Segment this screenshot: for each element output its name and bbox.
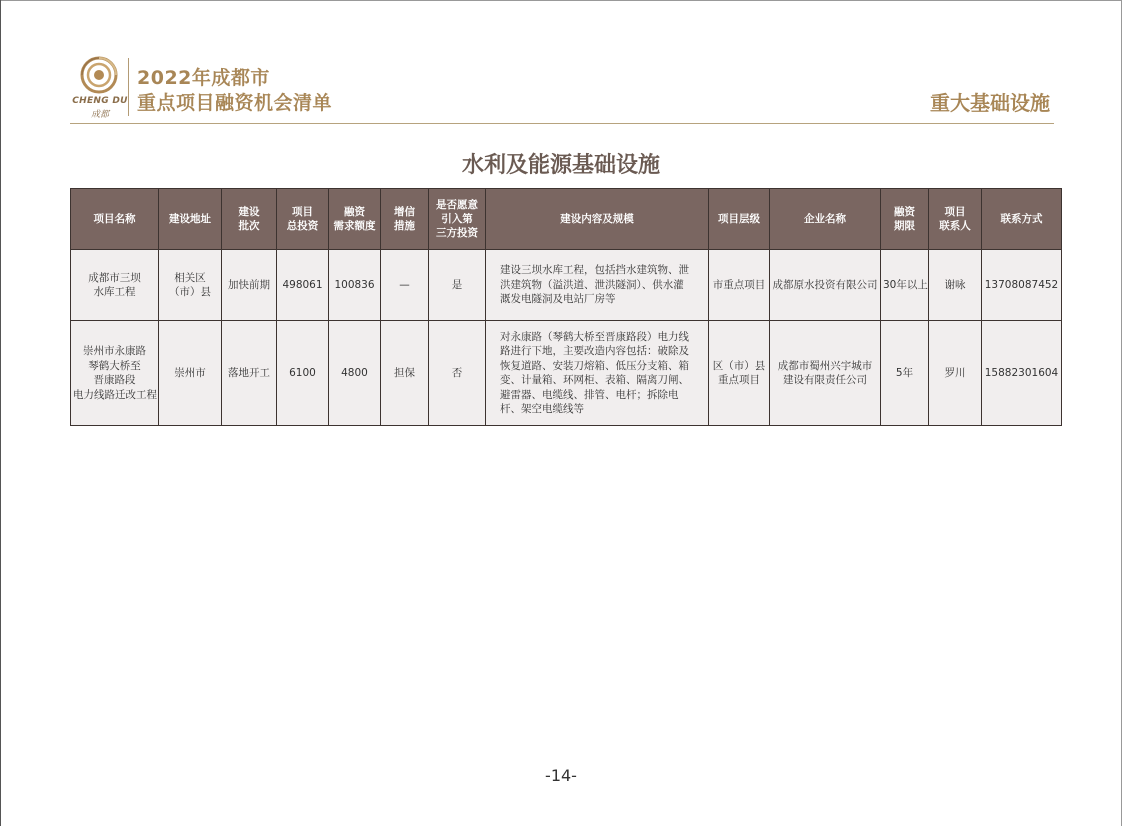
text-line: 建设 bbox=[238, 206, 260, 218]
text-line: 建设内容及规模 bbox=[560, 213, 634, 225]
cell-credit-enhancement: — bbox=[381, 250, 429, 321]
text-line: 需求额度 bbox=[333, 220, 376, 232]
text-line: 成都市蜀州兴宇城市 bbox=[777, 359, 873, 372]
text-line: 水库工程 bbox=[93, 286, 136, 298]
project-table bbox=[70, 188, 1062, 426]
logo-subtext: 成都 bbox=[90, 110, 109, 120]
cell-total-investment: 6100 bbox=[277, 321, 329, 426]
cell-third-party: 是 bbox=[429, 250, 486, 321]
text-line: 电力线路迁改工程 bbox=[73, 388, 157, 401]
text-line: 项目 bbox=[944, 206, 966, 218]
table-header-row bbox=[71, 189, 1062, 250]
text-line: 建设有限责任公司 bbox=[783, 374, 867, 386]
text-line: 建设三坝水库工程，包括挡水建筑物、泄 bbox=[500, 264, 689, 277]
text-line: 成都原水投资有限公司 bbox=[772, 278, 878, 291]
text-line: 琴鹤大桥至 bbox=[88, 359, 141, 372]
cell-phone: 15882301604 bbox=[982, 321, 1062, 426]
text-line: （市）县 bbox=[169, 286, 211, 298]
text-line: 三方投资 bbox=[436, 227, 478, 239]
col-header bbox=[770, 189, 881, 250]
header-section-label: 重大基础设施 bbox=[930, 91, 1050, 115]
text-line: 路进行下地，主要改造内容包括：破除及 bbox=[500, 345, 689, 357]
cell-credit-enhancement: 担保 bbox=[381, 321, 429, 426]
text-line: 重点项目 bbox=[718, 374, 760, 386]
cell-company bbox=[770, 250, 881, 321]
cell-address bbox=[159, 250, 222, 321]
text-line: 总投资 bbox=[286, 220, 319, 232]
text-line: 措施 bbox=[394, 220, 415, 232]
page-number: -14- bbox=[545, 766, 577, 785]
text-line: 成都市三坝 bbox=[88, 271, 141, 284]
col-header bbox=[71, 189, 159, 250]
text-line: 避雷器、电缆线、排管、电杆；拆除电 bbox=[500, 388, 679, 401]
cell-content bbox=[486, 250, 709, 321]
cell-content bbox=[486, 321, 709, 426]
col-header bbox=[709, 189, 770, 250]
col-header bbox=[277, 189, 329, 250]
header-divider bbox=[128, 58, 129, 116]
col-header bbox=[329, 189, 381, 250]
text-line: 对永康路（琴鹤大桥至晋康路段）电力线 bbox=[500, 330, 689, 343]
page-border-top bbox=[0, 0, 1122, 1]
col-header bbox=[929, 189, 982, 250]
cell-phone: 13708087452 bbox=[982, 250, 1062, 321]
text-line: 融资 bbox=[894, 206, 915, 218]
cell-third-party: 否 bbox=[429, 321, 486, 426]
text-line: 引入第 bbox=[441, 213, 473, 225]
cell-level bbox=[709, 321, 770, 426]
cell-project-name bbox=[71, 321, 159, 426]
cell-term: 30年以上 bbox=[881, 250, 929, 321]
text-line: 融资 bbox=[344, 206, 365, 218]
cell-address bbox=[159, 321, 222, 426]
cell-level bbox=[709, 250, 770, 321]
sun-bird-emblem-icon bbox=[80, 56, 118, 94]
page-header bbox=[70, 50, 1054, 124]
cell-term: 5年 bbox=[881, 321, 929, 426]
text-line: 溉发电隧洞及电站厂房等 bbox=[500, 293, 616, 306]
cell-batch: 落地开工 bbox=[222, 321, 277, 426]
cell-financing-amount: 4800 bbox=[329, 321, 381, 426]
text-line: 崇州市 bbox=[174, 366, 206, 379]
text-line: 晋康路段 bbox=[93, 374, 136, 386]
text-line: 建设地址 bbox=[169, 213, 211, 225]
text-line: 批次 bbox=[238, 220, 260, 232]
text-line: 杆、架空电缆线等 bbox=[500, 403, 584, 415]
text-line: 企业名称 bbox=[804, 213, 846, 225]
cell-batch: 加快前期 bbox=[222, 250, 277, 321]
col-header bbox=[429, 189, 486, 250]
cell-contact: 罗川 bbox=[929, 321, 982, 426]
text-line: 变、计量箱、环网柜、表箱、隔离刀闸、 bbox=[500, 374, 689, 386]
cell-contact: 谢咏 bbox=[929, 250, 982, 321]
cell-company bbox=[770, 321, 881, 426]
text-line: 项目名称 bbox=[93, 213, 136, 225]
text-line: 洪建筑物（溢洪道、泄洪隧洞）、供水灌 bbox=[500, 278, 684, 291]
text-line: 项目层级 bbox=[718, 213, 760, 225]
table-row bbox=[71, 321, 1062, 426]
text-line: 市重点项目 bbox=[712, 278, 766, 291]
header-rule bbox=[70, 123, 1054, 124]
text-line: 联系方式 bbox=[1000, 213, 1043, 225]
cell-financing-amount: 100836 bbox=[329, 250, 381, 321]
text-line: 崇州市永康路 bbox=[83, 345, 146, 357]
table-row bbox=[71, 250, 1062, 321]
col-header bbox=[159, 189, 222, 250]
col-header bbox=[982, 189, 1062, 250]
cell-total-investment: 498061 bbox=[277, 250, 329, 321]
col-header bbox=[381, 189, 429, 250]
chengdu-logo bbox=[72, 56, 128, 120]
text-line: 是否愿意 bbox=[436, 199, 478, 211]
text-line: 增信 bbox=[394, 206, 415, 218]
text-line: 区（市）县 bbox=[712, 359, 766, 372]
col-header bbox=[222, 189, 277, 250]
text-line: 相关区 bbox=[174, 271, 206, 284]
page-title: 水利及能源基础设施 bbox=[461, 153, 660, 178]
col-header bbox=[486, 189, 709, 250]
text-line: 联系人 bbox=[939, 220, 971, 232]
cell-project-name bbox=[71, 250, 159, 321]
header-title-line2: 重点项目融资机会清单 bbox=[137, 92, 333, 114]
text-line: 项目 bbox=[292, 206, 313, 218]
col-header bbox=[881, 189, 929, 250]
text-line: 期限 bbox=[894, 220, 915, 232]
header-title-line1: 2022年成都市 bbox=[137, 67, 270, 89]
text-line: 恢复道路、安装刀熔箱、低压分支箱、箱 bbox=[500, 359, 689, 372]
page-border-left bbox=[0, 0, 1, 826]
logo-text: CHENG DU bbox=[72, 96, 128, 106]
